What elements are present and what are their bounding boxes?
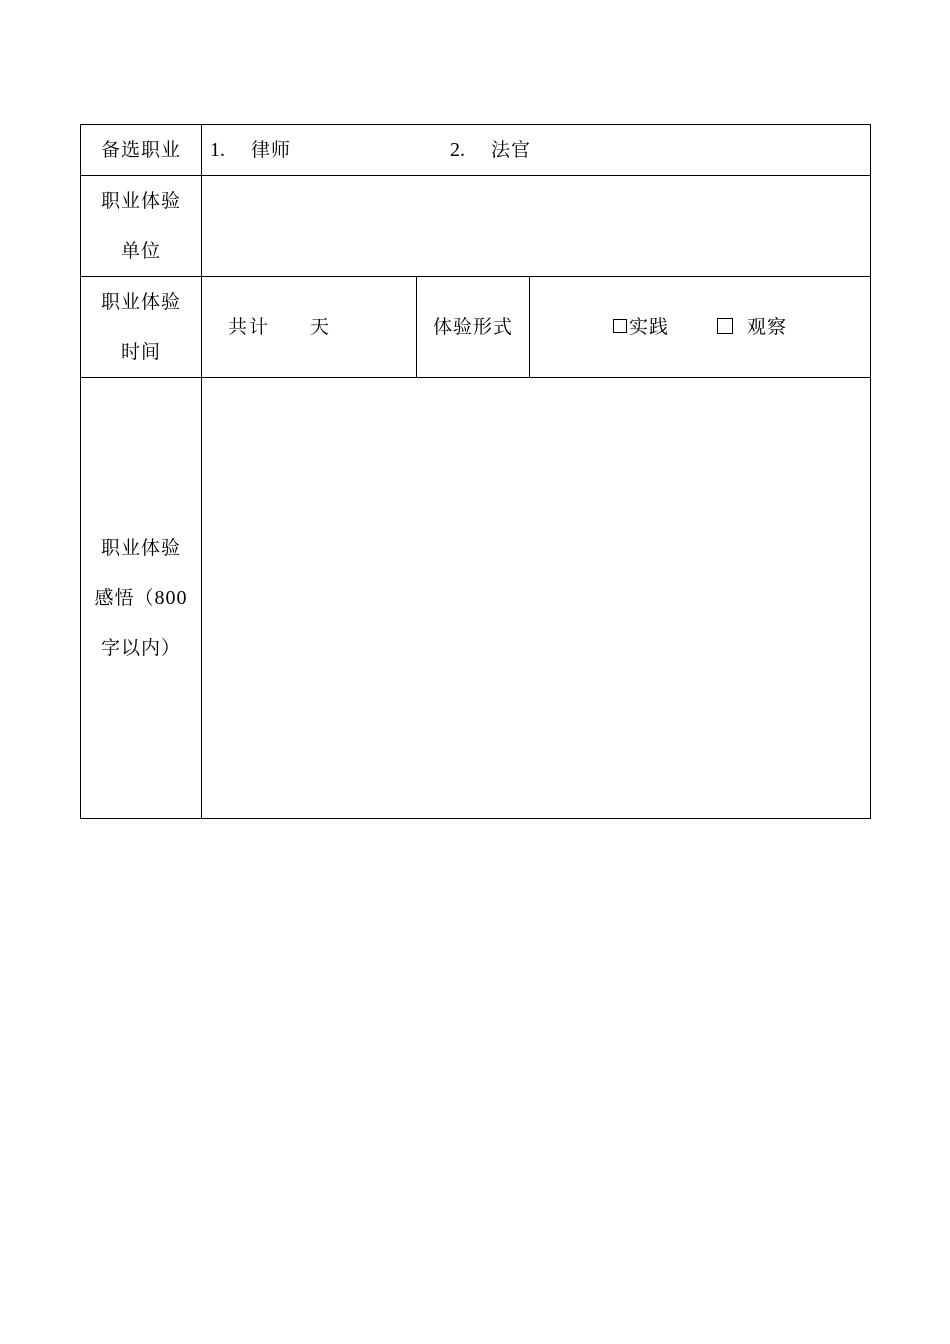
reflection-label-line2-text: 感悟（ <box>94 587 155 609</box>
career-option-1 <box>210 125 291 175</box>
days-field[interactable] <box>202 277 417 378</box>
days-prefix: 共计 <box>228 316 271 338</box>
time-label-line1: 职业体验 <box>100 291 181 313</box>
career-option-2 <box>450 125 531 175</box>
career-options-cell[interactable] <box>202 125 871 176</box>
unit-label <box>81 176 202 277</box>
career-option-2-name: 法官 <box>491 139 532 161</box>
days-suffix: 天 <box>310 316 332 338</box>
unit-label-line1: 职业体验 <box>100 190 181 212</box>
time-row <box>81 277 871 378</box>
career-row <box>81 125 871 176</box>
career-label: 备选职业 <box>81 125 202 176</box>
career-option-2-number: 2. <box>450 139 465 161</box>
career-experience-form <box>80 124 871 819</box>
reflection-value-field[interactable] <box>202 378 871 819</box>
career-option-1-number: 1. <box>210 139 225 161</box>
reflection-row <box>81 378 871 819</box>
reflection-label-line3: 字以内） <box>100 637 181 659</box>
observe-checkbox[interactable] <box>717 318 733 334</box>
unit-label-line2: 单位 <box>120 240 161 262</box>
reflection-label-line1: 职业体验 <box>100 537 181 559</box>
career-option-1-name: 律师 <box>251 139 292 161</box>
time-label-line2: 时间 <box>120 341 161 363</box>
reflection-word-limit: 800 <box>154 587 188 609</box>
experience-form-label: 体验形式 <box>417 277 530 378</box>
observe-option-label: 观察 <box>747 316 788 338</box>
unit-row <box>81 176 871 277</box>
unit-value-field[interactable] <box>202 176 871 277</box>
practice-option-label: 实践 <box>628 316 669 338</box>
reflection-label-line2 <box>81 573 201 623</box>
reflection-label <box>81 378 202 819</box>
experience-form-options <box>530 277 871 378</box>
practice-checkbox[interactable] <box>613 319 627 333</box>
time-label <box>81 277 202 378</box>
